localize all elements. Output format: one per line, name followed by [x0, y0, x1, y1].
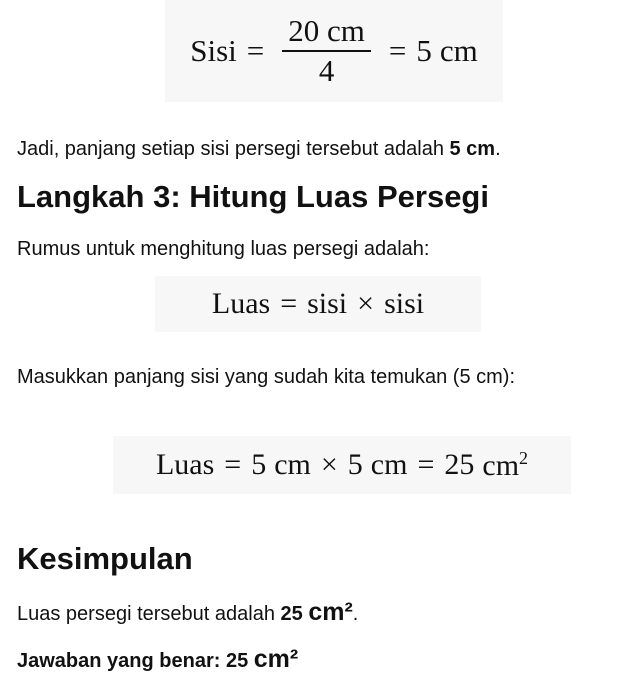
eq-equals-2: = [388, 33, 407, 68]
fraction-numerator: 20 cm [288, 13, 365, 48]
eq-value: 5 [416, 33, 432, 68]
calc-result-exponent: 2 [519, 447, 529, 468]
calc-result-unit: $cm^2$ [482, 447, 529, 482]
formula-lhs: Luas [211, 287, 271, 320]
eq-lhs: Sisi [190, 33, 237, 68]
formula-equals: = [280, 287, 298, 320]
calc-lhs: Luas [155, 448, 215, 481]
eq-fraction [282, 12, 371, 90]
calc-equals: = [224, 448, 242, 481]
conclusion-heading: Kesimpulan [17, 541, 193, 576]
final-answer-unit: cm² [253, 645, 299, 673]
calc-a-value: 5 [251, 448, 267, 481]
substitution-intro: Masukkan panjang sisi yang sudah kita temukan (5 cm): [17, 366, 516, 388]
calc-result-value: 25 [444, 448, 475, 481]
side-length-conclusion: Jadi, panjang setiap sisi persegi tersebut adalah 5 cm. [17, 138, 501, 160]
eq-unit: cm [439, 33, 478, 68]
fraction-denominator: 4 [318, 53, 335, 88]
calc-equals-2: = [417, 448, 435, 481]
side-length-equation [165, 0, 503, 102]
formula-times: × [357, 287, 375, 320]
calc-b-value: 5 [347, 448, 363, 481]
calc-times: × [320, 448, 338, 481]
area-result: 25 cm² [280, 598, 353, 626]
formula-intro: Rumus untuk menghitung luas persegi adalah: [17, 238, 430, 260]
side-length-value: 5 cm [449, 138, 496, 160]
formula-side-a: sisi [307, 287, 348, 320]
calc-a-unit: cm [274, 448, 311, 481]
eq-equals: = [246, 33, 265, 68]
step3-heading: Langkah 3: Hitung Luas Persegi [17, 179, 489, 214]
conclusion-text: Luas persegi tersebut adalah 25 cm². [17, 598, 359, 626]
area-formula-equation [155, 276, 481, 332]
calc-b-unit: cm [370, 448, 408, 481]
formula-side-b: sisi [384, 287, 425, 320]
area-calculation-equation [113, 436, 571, 494]
final-answer: Jawaban yang benar: 25 cm² [17, 645, 299, 673]
